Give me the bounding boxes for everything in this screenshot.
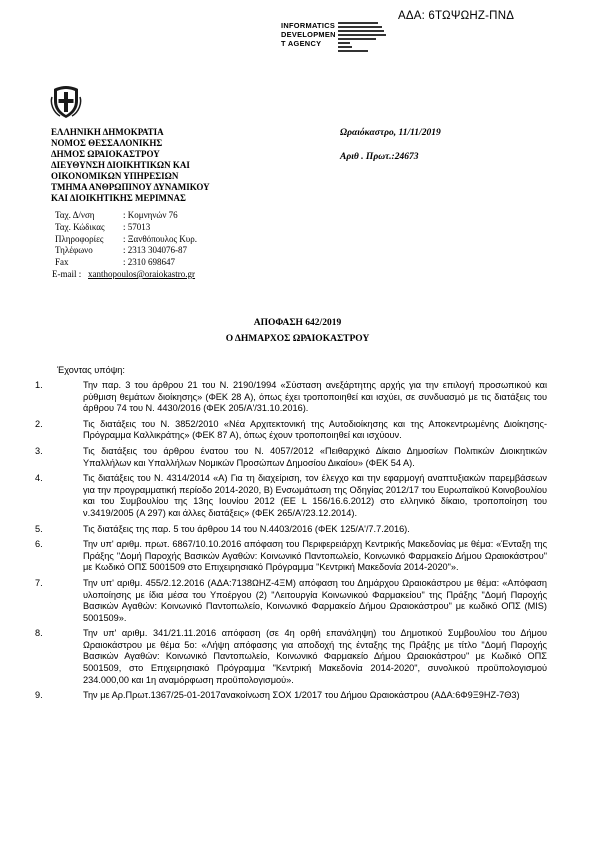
item-text: Τις διατάξεις της παρ. 5 του άρθρου 14 του Ν.4403/2016 (ΦΕΚ 125/Α'/7.7.2016).	[83, 523, 410, 534]
item-text: Τις διατάξεις του άρθρου ένατου του Ν. 4057/2012 «Πειθαρχικό Δίκαιο Δημοσίων Πολιτικών Διοικητικών Υπαλλήλων και Υπαλλήλων Νομικών Προσώπων Δημοσίου Δικαίου» (ΦΕΚ 54 Α).	[83, 445, 547, 468]
greek-emblem-icon	[50, 85, 82, 119]
document-date: Ωραιόκαστρο, 11/11/2019	[340, 128, 441, 138]
list-item	[35, 524, 547, 536]
email-label: E-mail :	[52, 268, 82, 279]
contact-value: : 57013	[123, 221, 151, 232]
header-line: ΚΑΙ ΔΙΟΙΚΗΤΙΚΗΣ ΜΕΡΙΜΝΑΣ	[51, 193, 186, 203]
protocol-number: Αριθ . Πρωτ.:24673	[340, 152, 419, 162]
contact-label: Ταχ. Δ/νση	[55, 210, 95, 220]
item-number: 5.	[35, 523, 43, 534]
item-number: 6.	[35, 539, 43, 550]
item-number: 3.	[35, 445, 43, 456]
ada-code: ΑΔΑ: 6ΤΩΨΩΗΖ-ΠΝΔ	[398, 10, 515, 22]
contact-label: Τηλέφωνο	[55, 245, 93, 256]
stamp-line: DEVELOPMEN	[281, 30, 336, 39]
item-text: Την υπ' αριθμ. 455/2.12.2016 (ΑΔΑ:7138ΩΗΖ-4ΞΜ) απόφαση του Δημάρχου Ωραιοκάστρου με θέμα: «Απόφαση υλοποίησης με ίδια μέσα του Υποέργου (2) "Λειτουργία Κοινωνικού Φαρμακείου" της Πράξης "Δομή Παροχής Βασικών Αγαθών: Κοινωνικό Παντοπωλείο, Κοινωνικό Φαρμακείο Δήμου Ωραιοκάστρου" με κωδικό ΟΠΣ (MIS) 5001509».	[83, 577, 547, 623]
contact-label: Ταχ. Κώδικας	[55, 221, 105, 232]
contact-row	[55, 222, 197, 234]
stamp-line: T AGENCY	[281, 39, 322, 48]
contact-label: Fax	[55, 257, 69, 268]
list-item	[35, 473, 547, 519]
authority-header	[51, 127, 210, 204]
contact-row	[55, 245, 197, 257]
email-row	[52, 268, 197, 281]
contact-label: Πληροφορίες	[55, 233, 104, 244]
decision-subtitle: Ο ΔΗΜΑΡΧΟΣ ΩΡΑΙΟΚΑΣΤΡΟΥ	[225, 334, 370, 344]
item-number: 4.	[35, 473, 43, 484]
item-text: Την υπ' αριθμ. πρωτ. 6867/10.10.2016 απόφαση του Περιφερειάρχη Κεντρικής Μακεδονίας με θέμα: «Ένταξη της Πράξης "Δομή Παροχής Βασικών Αγαθών: Κοινωνικό Παντοπωλείο, Κοινωνικό Φαρμακείο Δήμου Ωραιοκάστρου" με Κωδικό ΟΠΣ 5001509 στο Επιχειρησιακό Πρόγραμμα "Κεντρική Μακεδονία 2014-2020"».	[83, 539, 547, 573]
header-line: ΟΙΚΟΝΟΜΙΚΩΝ ΥΠΗΡΕΣΙΩΝ	[51, 171, 179, 181]
header-line: ΕΛΛΗΝΙΚΗ ΔΗΜΟΚΡΑΤΙΑ	[51, 127, 164, 137]
header-line: ΔΙΕΥΘΥΝΣΗ ΔΙΟΙΚΗΤΙΚΩΝ ΚΑΙ	[51, 160, 190, 170]
item-text: Τις διατάξεις του Ν. 4314/2014 «Α) Για τη διαχείριση, τον έλεγχο και την εφαρμογή αναπτυξιακών παρεμβάσεων για την προγραμματική περίοδο 2014-2020, Β) Ενσωμάτωση της Οδηγίας 2012/17 του Ευρωπαϊκού Κοινοβουλίου και του Συμβουλίου της 13ης Ιουνίου 2012 (ΕΕ L 156/16.6.2012) στο ελληνικό δίκαιο, τροποποίηση του ν.3419/2005 (Α 297) και άλλες διατάξεις» (ΦΕΚ 265/Α'/23.12.2014).	[83, 473, 547, 518]
decision-title: ΑΠΟΦΑΣΗ 642/2019	[253, 318, 342, 328]
header-line: ΤΜΗΜΑ ΑΝΘΡΩΠΙΝΟΥ ΔΥΝΑΜΙΚΟΥ	[51, 182, 210, 192]
item-number: 1.	[35, 380, 43, 390]
stamp-fine-print	[338, 21, 393, 59]
diavgeia-stamp	[281, 21, 391, 59]
item-number: 2.	[35, 418, 43, 429]
contact-row	[55, 234, 197, 246]
list-item	[35, 380, 547, 415]
contact-value: : Ξανθόπουλος Κυρ.	[123, 233, 198, 244]
list-item	[35, 419, 547, 442]
header-line: ΝΟΜΟΣ ΘΕΣΣΑΛΟΝΙΚΗΣ	[51, 138, 163, 148]
list-item	[35, 578, 547, 624]
list-item	[35, 690, 547, 702]
item-text: Την με Αρ.Πρωτ.1367/25-01-2017ανακοίνωση ΣΟΧ 1/2017 του Δήμου Ωραιοκάστρου (ΑΔΑ:6Φ9Ξ9ΗΖ-7Θ3)	[83, 690, 520, 701]
intro-text: Έχοντας υπόψη:	[57, 365, 125, 375]
considerations-list	[35, 380, 547, 706]
header-line: ΔΗΜΟΣ ΩΡΑΙΟΚΑΣΤΡΟΥ	[51, 149, 160, 159]
contact-value: : 2313 304076-87	[123, 245, 187, 256]
email-link[interactable]: xanthopoulos@oraiokastro.gr	[88, 268, 196, 279]
list-item	[35, 539, 547, 574]
contact-value: : 2310 698647	[123, 257, 176, 268]
list-item	[35, 628, 547, 686]
item-number: 7.	[35, 577, 43, 588]
stamp-text	[281, 21, 336, 48]
item-text: Την παρ. 3 του άρθρου 21 του Ν. 2190/1994 «Σύσταση ανεξάρτητης αρχής για την επιλογή προσωπικού και ρύθμιση θεμάτων διοίκησης» (ΦΕΚ 28 Α), όπως έχει τροποποιηθεί και ισχύει, σε συνδυασμό με τις διατάξεις του άρθρου 74 του Ν. 4430/2016 (ΦΕΚ 205/Α'/31.10.2016).	[83, 380, 547, 414]
contact-value: : Κομνηνών 76	[123, 210, 178, 220]
item-number: 8.	[35, 628, 43, 639]
contact-row	[55, 257, 197, 269]
stamp-line: INFORMATICS	[281, 21, 336, 30]
list-item	[35, 446, 547, 469]
contact-block	[52, 210, 198, 281]
item-number: 9.	[35, 690, 43, 701]
item-text: Την υπ' αριθμ. 341/21.11.2016 απόφαση (σε 4η ορθή επανάληψη) του Δημοτικού Συμβουλίου του Δήμου Ωραιοκάστρου με θέμα 5ο: «Λήψη απόφασης για αποδοχή της ένταξης της Πράξης με τίτλο "Δομή Παροχής Βασικών Αγαθών: Κοινωνικό Παντοπωλείο, Κοινωνικό Φαρμακείο Δήμου Ωραιοκάστρου" με Κωδικό ΟΠΣ 5001509, στο Επιχειρησιακό Πρόγραμμα "Κεντρική Μακεδονία 2014-2020", συνολικού προϋπολογισμού 234.000,00 και 1η αναμόρφωση προϋπολογισμού».	[83, 628, 547, 685]
item-text: Τις διατάξεις του Ν. 3852/2010 «Νέα Αρχιτεκτονική της Αυτοδιοίκησης και της Αποκεντρωμένης Διοίκησης-Πρόγραμμα Καλλικράτης» (ΦΕΚ 87 Α), όπως έχουν τροποποιηθεί και ισχύουν.	[83, 418, 547, 441]
contact-row	[55, 210, 197, 222]
